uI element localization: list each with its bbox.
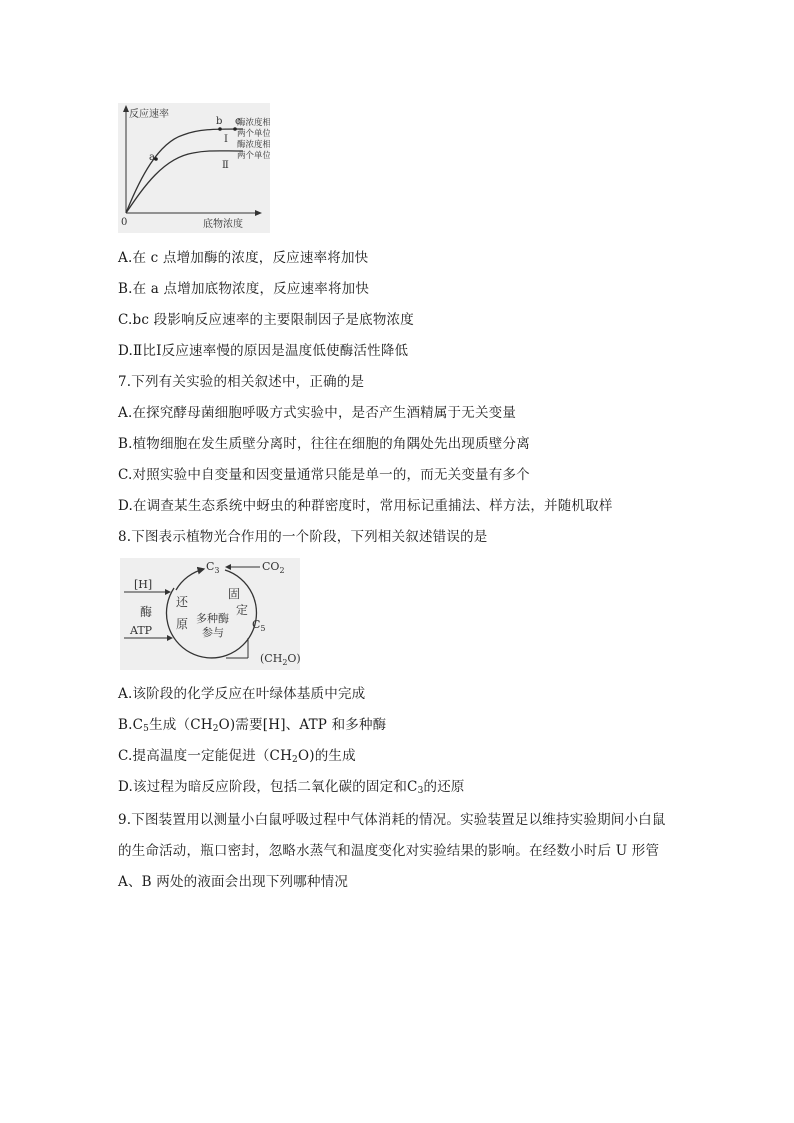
- point-a-label: a: [149, 152, 155, 163]
- fix-char-1: 固: [228, 587, 241, 601]
- reduce-char-2: 原: [176, 617, 189, 631]
- q8-c-sub: 2: [292, 755, 298, 765]
- q9-line-2: 的生命活动，瓶口密封，忽略水蒸气和温度变化对实验结果的影响。在经数小时后 U 形管: [118, 843, 660, 859]
- ch2o-label: $(CH_2O)$: [260, 652, 300, 667]
- q8-b-sub2: 2: [212, 724, 219, 734]
- q8-d-sub: 3: [417, 786, 424, 796]
- q8-d-pre: D.该过程为暗反应阶段，包括二氧化碳的固定和C: [118, 779, 418, 795]
- fix-char-2: 定: [236, 603, 249, 617]
- q6-option-d: D.Ⅱ比Ⅰ反应速率慢的原因是温度低使酶活性降低: [118, 343, 409, 359]
- reaction-rate-figure: [118, 103, 270, 233]
- point-c-label: c: [235, 116, 241, 127]
- q6-option-c: C.bc 段影响反应速率的主要限制因子是底物浓度: [118, 312, 414, 328]
- q9-line-3: A、B 两处的液面会出现下列哪种情况: [118, 874, 349, 890]
- q8-option-b: [118, 715, 386, 739]
- c5-label: $C_5$: [252, 618, 266, 633]
- q8-option-a: A.该阶段的化学反应在叶绿体基质中完成: [118, 686, 366, 702]
- x-axis-arrow: [255, 210, 262, 216]
- q7-option-d: D.在调查某生态系统中蚜虫的种群密度时，常用标记重捕法、样方法，并随机取样: [118, 498, 613, 514]
- q8-d-post: 的还原: [423, 779, 465, 795]
- curve-2-label-line2: 两个单位: [237, 151, 270, 161]
- q9-line-1: 9.下图装置用以测量小白鼠呼吸过程中气体消耗的情况。实验装置足以维持实验期间小白鼠: [118, 812, 666, 828]
- q7-option-a: A.在探究酵母菌细胞呼吸方式实验中，是否产生酒精属于无关变量: [118, 405, 517, 421]
- q8-c-post: O)的生成: [297, 748, 356, 764]
- curve-1-roman: Ⅰ: [224, 134, 228, 145]
- curve-2-roman: Ⅱ: [222, 160, 229, 171]
- co2-label: $CO_2$: [262, 560, 285, 575]
- curve-1-label-line1: 酶浓度相: [237, 118, 270, 128]
- point-b-label: b: [216, 116, 223, 127]
- atp-label: ATP: [130, 624, 153, 637]
- x-axis-label: 底物浓度: [203, 219, 243, 230]
- q8-option-d: [118, 777, 465, 801]
- reduce-char-1: 还: [176, 595, 189, 609]
- origin-label: 0: [121, 217, 128, 228]
- center-label-2: 参与: [202, 626, 224, 639]
- q6-option-b: B.在 a 点增加底物浓度，反应速率将加快: [118, 281, 370, 297]
- point-b-dot: [218, 127, 222, 131]
- q8-b-post: 生成（CH: [149, 717, 213, 733]
- h-label: [H]: [134, 578, 153, 591]
- calvin-cycle-figure: [120, 558, 300, 670]
- q8-option-c: [118, 746, 356, 770]
- q8-stem: 8.下图表示植物光合作用的一个阶段，下列相关叙述错误的是: [118, 529, 488, 545]
- c3-label: $C_3$: [206, 560, 220, 575]
- q8-c-pre: C.提高温度一定能促进（CH: [118, 748, 293, 764]
- q6-option-a: A.在 c 点增加酶的浓度，反应速率将加快: [118, 250, 369, 266]
- curve-1-label-line2: 两个单位: [237, 129, 270, 139]
- q8-b-sub: 5: [143, 724, 150, 734]
- reaction-rate-graph: [118, 103, 270, 233]
- curve-2-label-line1: 酶浓度相: [237, 140, 270, 150]
- q7-stem: 7.下列有关实验的相关叙述中，正确的是: [118, 374, 365, 390]
- y-axis-label: 反应速率: [129, 109, 169, 120]
- calvin-cycle-diagram: [120, 558, 300, 670]
- center-label-1: 多种酶: [196, 612, 229, 625]
- q8-b-pre: B.C: [118, 717, 144, 733]
- q7-option-b: B.植物细胞在发生质壁分离时，往往在细胞的角隅处先出现质壁分离: [118, 436, 530, 452]
- q7-option-c: C.对照实验中自变量和因变量通常只能是单一的，而无关变量有多个: [118, 467, 530, 483]
- enzyme-label: 酶: [140, 605, 153, 619]
- cycle-arrow: [176, 569, 204, 590]
- q8-b-post2: O)需要[H]、ATP 和多种酶: [218, 717, 387, 733]
